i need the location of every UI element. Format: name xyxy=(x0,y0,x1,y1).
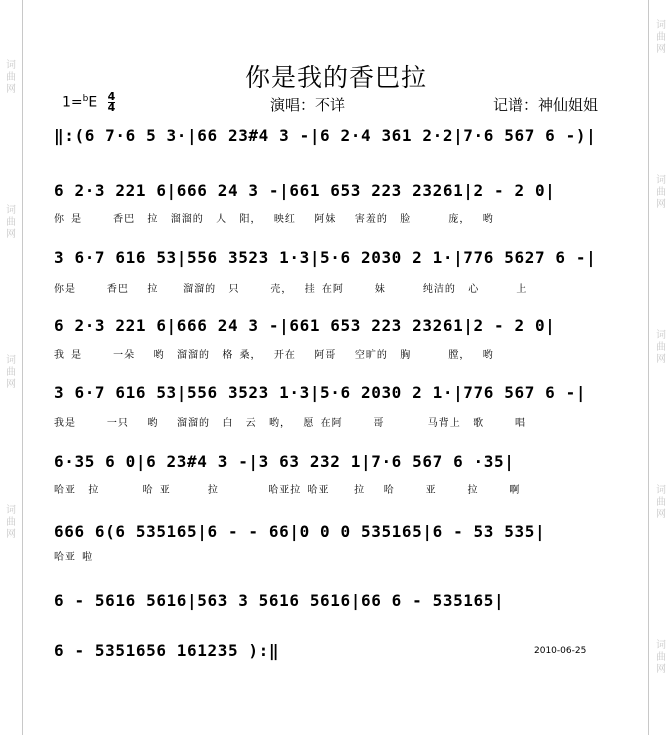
page-left-border xyxy=(22,0,23,735)
singer-credit: 演唱：不详 xyxy=(270,96,346,114)
watermark-right-1: 词曲网 xyxy=(656,20,666,55)
staff-line-7: 666 6(6 535165|6 - - 66|0 0 0 535165|6 - 53 535| xyxy=(54,522,546,541)
key-prefix: 1= xyxy=(62,94,83,111)
staff-line-3: 3 6·7 616 53|556 3523 1·3|5·6 2030 2 1·|776 5627 6 -| xyxy=(54,248,597,267)
transcription-date: 2010-06-25 xyxy=(534,646,587,656)
staff-line-1: ‖:(6 7·6 5 3·|66 23#4 3 -|6 2·4 361 2·2|7·6 567 6 -)| xyxy=(54,126,597,145)
watermark-right-3: 词曲网 xyxy=(656,330,666,365)
time-signature xyxy=(108,92,116,113)
song-title: 你是我的香巴拉 xyxy=(244,63,427,92)
staff-line-8: 6 - 5616 5616|563 3 5616 5616|66 6 - 535165| xyxy=(54,591,505,610)
lyrics-line-6: 哈亚 拉 哈 亚 拉 哈亚拉 哈亚 拉 哈 亚 拉 啊 xyxy=(54,485,521,496)
key-signature xyxy=(62,92,115,113)
lyrics-line-5: 我是 一只 哟 溜溜的 白 云 哟， 愿 在阿 哥 马背上 歌 唱 xyxy=(54,418,526,429)
staff-line-4: 6 2·3 221 6|666 24 3 -|661 653 223 23261|2 - 2 0| xyxy=(54,316,556,335)
staff-line-9: 6 - 5351656 161235 ):‖ xyxy=(54,641,280,660)
staff-line-2: 6 2·3 221 6|666 24 3 -|661 653 223 23261|2 - 2 0| xyxy=(54,181,556,200)
lyrics-line-4: 我 是 一朵 哟 溜溜的 格 桑， 开在 阿哥 空旷的 胸 膛， 哟 xyxy=(54,350,494,361)
watermark-right-2: 词曲网 xyxy=(656,175,666,210)
watermark-left-4: 词曲网 xyxy=(6,505,16,540)
watermark-left-2: 词曲网 xyxy=(6,205,16,240)
watermark-left-1: 词曲网 xyxy=(6,60,16,95)
time-denominator: 4 xyxy=(107,101,116,114)
watermark-right-4: 词曲网 xyxy=(656,485,666,520)
time-numerator: 4 xyxy=(107,90,116,103)
lyrics-line-7: 哈亚 啦 xyxy=(54,552,94,563)
staff-line-5: 3 6·7 616 53|556 3523 1·3|5·6 2030 2 1·|776 567 6 -| xyxy=(54,383,587,402)
lyrics-line-3: 你是 香巴 拉 溜溜的 只 壳， 挂 在阿 妹 纯洁的 心 上 xyxy=(54,284,528,295)
arranger-credit: 记谱：神仙姐姐 xyxy=(493,96,599,114)
watermark-right-5: 词曲网 xyxy=(656,640,666,675)
staff-line-6: 6·35 6 0|6 23#4 3 -|3 63 232 1|7·6 567 6 ·35| xyxy=(54,452,515,471)
page-right-border xyxy=(648,0,649,735)
key-note: E xyxy=(88,94,98,111)
key-flat: b xyxy=(82,93,89,104)
watermark-left-3: 词曲网 xyxy=(6,355,16,390)
lyrics-line-2: 你 是 香巴 拉 溜溜的 人 阳， 映红 阿妹 害羞的 脸 庞， 哟 xyxy=(54,214,494,225)
